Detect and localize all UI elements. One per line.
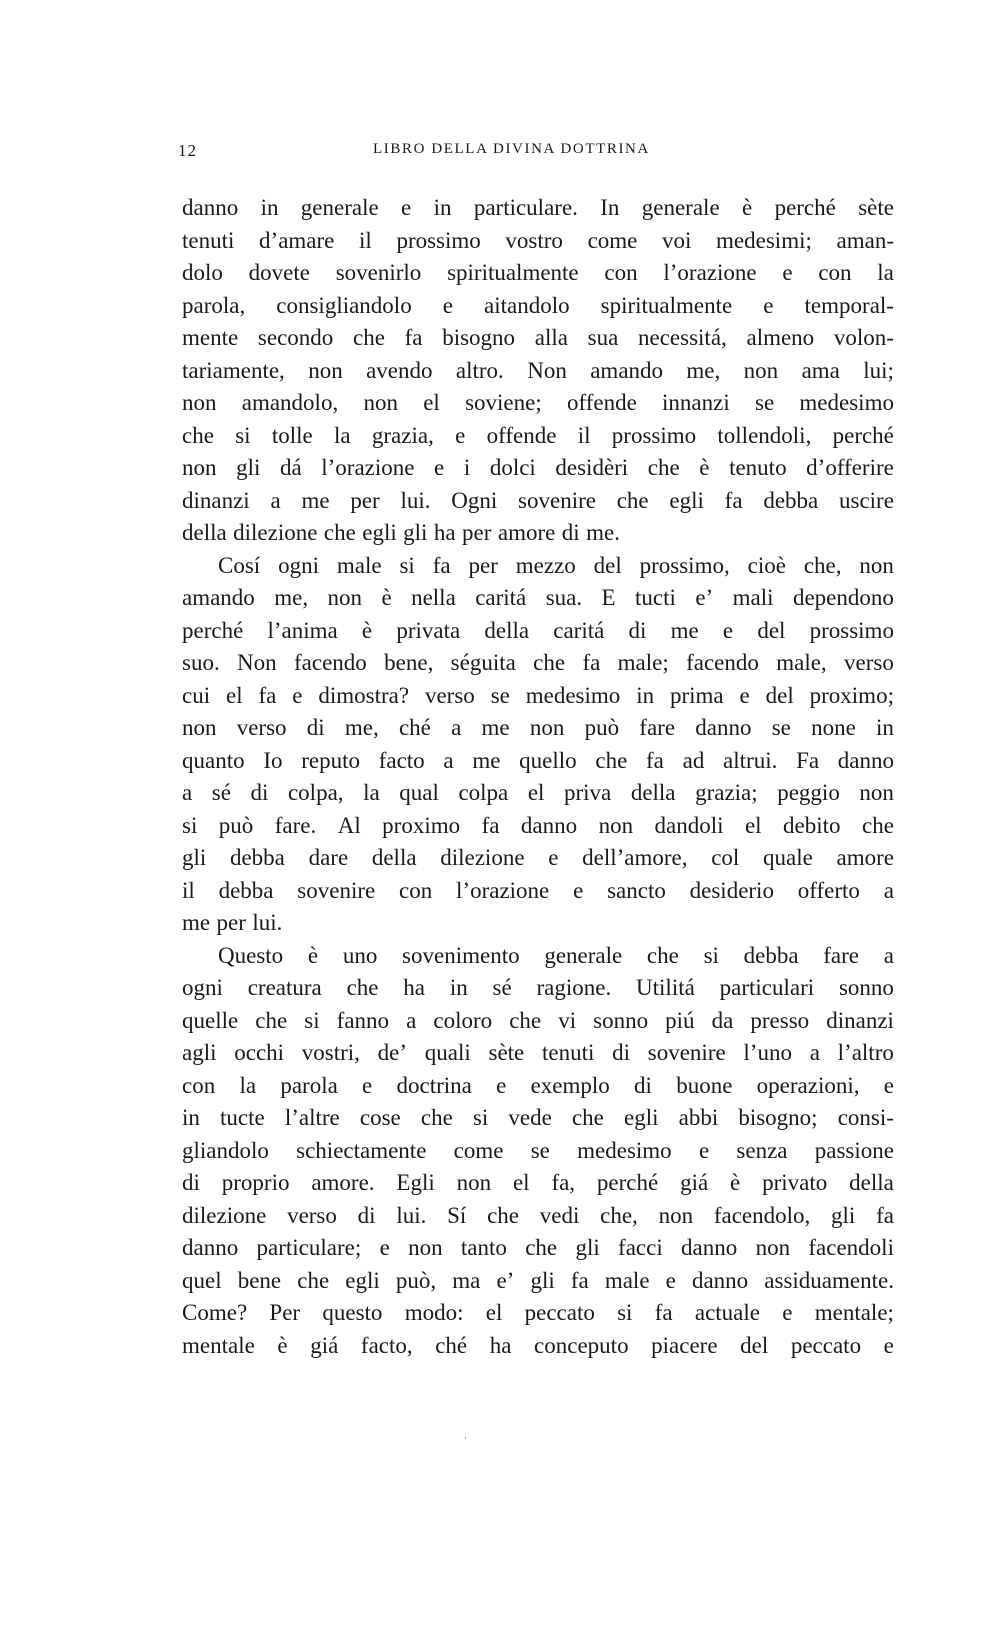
text-line: cui el fa e dimostra? verso se medesimo in prima e del proximo; — [182, 682, 894, 708]
text-line: in tucte l’altre cose che si vede che egli abbi bisogno; consi- — [182, 1105, 894, 1130]
text-line: parola, consigliandolo e aitandolo spiritualmente e temporal- — [182, 292, 894, 318]
text-line: mentale è giá facto, ché ha conceputo piacere del peccato e — [182, 1332, 894, 1358]
text-line: quel bene che egli può, ma e’ gli fa male e danno assiduamente. — [182, 1267, 894, 1293]
text-line: mente secondo che fa bisogno alla sua necessitá, almeno volon- — [182, 325, 894, 350]
text-line: ogni creatura che ha in sé ragione. Utilitá particulari sonno — [182, 975, 894, 1000]
text-line: il debba sovenire con l’orazione e sancto desiderio offerto a — [182, 877, 894, 903]
text-line: non amandolo, non el soviene; offende innanzi se medesimo — [182, 390, 894, 415]
text-line: amando me, non è nella caritá sua. E tucti e’ mali dependono — [182, 585, 894, 610]
text-line: me per lui. — [182, 910, 283, 935]
text-line: tenuti d’amare il prossimo vostro come voi medesimi; aman- — [182, 227, 894, 253]
text-line: gli debba dare della dilezione e dell’amore, col quale amore — [182, 845, 894, 870]
text-line: quelle che si fanno a coloro che vi sonno piú da presso dinanzi — [182, 1007, 894, 1033]
text-line: si può fare. Al proximo fa danno non dandoli el debito che — [182, 812, 894, 838]
text-line: non verso di me, ché a me non può fare danno se none in — [182, 715, 894, 740]
text-line: quanto Io reputo facto a me quello che fa ad altrui. Fa danno — [182, 747, 894, 773]
text-line: con la parola e doctrina e exemplo di buone operazioni, e — [182, 1072, 894, 1098]
text-line: Cosí ogni male si fa per mezzo del prossimo, cioè che, non — [218, 552, 894, 578]
page-header — [178, 141, 896, 165]
text-line: di proprio amore. Egli non el fa, perché giá è privato della — [182, 1170, 894, 1195]
page-number: 12 — [178, 141, 197, 160]
body-text — [182, 192, 894, 1362]
text-line: tariamente, non avendo altro. Non amando me, non ama lui; — [182, 357, 894, 383]
text-line: gliandolo schiectamente come se medesimo e senza passione — [182, 1137, 894, 1163]
text-line: dolo dovete sovenirlo spiritualmente con l’orazione e con la — [182, 260, 894, 285]
running-title: LIBRO DELLA DIVINA DOTTRINA — [373, 141, 650, 157]
text-line: della dilezione che egli gli ha per amore di me. — [182, 520, 620, 545]
text-line: non gli dá l’orazione e i dolci desidèri che è tenuto d’offerire — [182, 455, 894, 480]
text-line: Come? Per questo modo: el peccato si fa actuale e mentale; — [182, 1300, 894, 1325]
text-line: danno particulare; e non tanto che gli facci danno non facendoli — [182, 1235, 894, 1260]
text-line: dinanzi a me per lui. Ogni sovenire che egli fa debba uscire — [182, 487, 894, 513]
text-line: a sé di colpa, la qual colpa el priva della grazia; peggio non — [182, 780, 894, 805]
text-line: danno in generale e in particulare. In generale è perché sète — [182, 195, 894, 220]
text-line: Questo è uno sovenimento generale che si debba fare a — [218, 942, 894, 968]
text-line: che si tolle la grazia, e offende il prossimo tollendoli, perché — [182, 422, 894, 448]
print-speck — [465, 1437, 466, 1439]
text-line: suo. Non facendo bene, séguita che fa male; facendo male, verso — [182, 650, 894, 675]
text-line: agli occhi vostri, de’ quali sète tenuti di sovenire l’uno a l’altro — [182, 1040, 894, 1065]
text-line: perché l’anima è privata della caritá di me e del prossimo — [182, 617, 894, 643]
text-line: dilezione verso di lui. Sí che vedi che, non facendolo, gli fa — [182, 1202, 894, 1228]
